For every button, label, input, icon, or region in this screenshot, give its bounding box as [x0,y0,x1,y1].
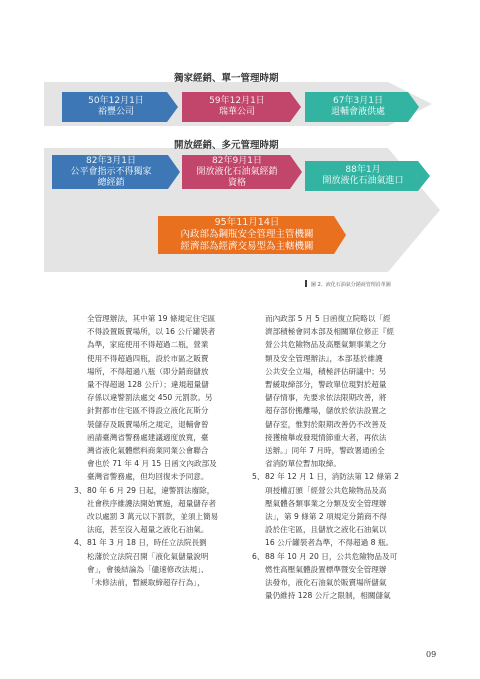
box-text: 資格 [227,177,246,188]
list-number: 5、 [252,472,265,482]
section1-title: 獨家經銷、單一管理時期 [174,73,279,84]
caption-marker [305,280,307,287]
list-number: 4、 [74,538,87,548]
text-line: 營公共危險物品及高壓氣類事業之分 [265,340,387,350]
box-date: 82年9月1日 [212,155,262,166]
text-line: 使用不得超過四瓶，設於市區之販賣 [87,353,209,363]
right-column [252,312,417,602]
text-line: 儲存室，惟對於限期改善仍不改善及 [265,419,387,429]
text-line: 壓氣體各類事業之分類及安全管理辦 [265,498,387,508]
timeline-box-95-11-14 [158,216,336,254]
box-text: 內政部為鋼瓶安全管理主管機關 [180,229,314,240]
text-line: 全管理辦法，其中第 19 條規定住宅區 [87,314,216,323]
section2-box-shapes [0,0,480,300]
text-line: 灣省液化氣體燃料商業同業公會聯合 [87,446,209,456]
text-line: 量仍維持 128 公斤之限制，相關儲氣 [265,591,391,601]
text-line: 81 年 3 月 18 日，時任立法院長劉 [87,538,207,548]
box-date: 95年11月14日 [214,217,280,228]
text-line: 而內政部 5 月 5 日函復立院略以「經 [265,314,391,323]
text-line: 函請臺灣省警務處建議適度放寬，臺 [87,432,209,442]
text-line: 臺灣省警務處，但均回復未予同意。 [87,472,209,482]
text-line: 裝儲存及販賣場所之規定，退輔會曾 [87,419,209,429]
text-line: 法」，第 9 條第 2 項規定分銷商不得 [265,512,387,522]
list-number: 6、 [252,551,265,561]
box-date: 50年12月1日 [88,96,144,106]
text-line: 88 年 10 月 20 日，公共危險物品及可 [265,551,398,561]
text-line: 不得設置販賣場所，以 16 公斤罐裝者 [87,327,216,337]
timeline-box-88-1 [305,161,421,191]
box-date: 82年3月1日 [86,155,136,166]
paragraph-continued [74,312,234,484]
text-line: 量不得超過 128 公斤）；違規超量儲 [87,380,209,390]
text-line: 超存部份搬離場，儲放於依法設置之 [265,406,387,416]
figure-caption: 圖 2、液化石油氣分銷商管理沿革圖 [311,282,391,288]
text-line: 類及安全管理辦法』，本部基於維護 [265,353,383,363]
text-line: 儲存情事，先要求依法限期改善，將 [265,393,387,403]
box-text: 總經銷 [97,177,125,188]
text-line: 燃性高壓氣體設置標準暨安全管理辦 [265,564,387,574]
box-text: 瑞華公司 [218,107,255,117]
box-date: 67年3月1日 [333,96,383,106]
list-number: 3、 [74,485,87,495]
list-item-6 [252,550,417,603]
text-line: 法發布，液化石油氣於販賣場所儲氣 [265,578,387,588]
list-item-5 [252,470,417,549]
box-text: 退輔會液供處 [330,107,385,117]
text-line: 松藩於立法院召開「液化氣儲量說明 [87,551,209,561]
list-item-3 [74,484,234,537]
text-line: 暫緩取締部分，警政單位現對於超量 [265,380,387,390]
text-line: 改以處罰 3 萬元以下罰款，並須上簡易 [87,512,219,522]
text-line: 項授權訂頒「經營公共危險物品及高 [265,485,387,495]
box-text: 經濟部為經濟交易型為主轄機關 [180,241,314,252]
text-line: 存係以違警罰法處交 450 元罰款。另 [87,393,213,403]
text-line: 接獲檢舉或發現情節重大者，再依法 [265,432,387,442]
text-line: 設於住宅區，且儲放之液化石油氣以 [265,525,387,535]
timeline-box-82-9-1 [182,155,292,189]
section2-title: 開放經銷、多元管理時期 [174,140,279,151]
text-line: 針對都市住宅區不得設立液化瓦斯分 [87,406,209,416]
timeline-box-82-3-1 [52,155,170,189]
timeline-figure [0,0,480,300]
text-line: 會也於 71 年 4 月 15 日函文內政部及 [87,459,217,469]
text-line: 送辦。」同年 7 月時，警政署通函全 [265,446,385,456]
text-line: 「未修法前，暫緩取締超存行為」， [87,578,205,588]
text-line: 會」，會後結論為「儘速修改法規」、 [87,564,209,574]
text-line: 法庭，甚至沒入超量之液化石油氣。 [87,525,209,535]
list-item-4 [74,536,234,589]
text-line: 場所，不得超過八瓶（即分銷商儲放 [87,366,209,376]
text-line: 82 年 12 月 1 日，消防法第 12 條第 2 [265,472,399,482]
box-text: 公平會指示不得獨家 [70,166,152,177]
text-line: 濟部積極會同本部及相關單位修正『經 [265,327,395,337]
text-line: 為準，家庭使用不得超過二瓶，營業 [87,340,209,350]
text-line: 省消防單位暫加取締。 [265,459,341,469]
box-date: 88年1月 [345,165,381,175]
left-column [74,312,234,589]
box-date: 59年12月1日 [209,96,265,106]
text-line: 80 年 6 月 29 日起，違警罰法廢除， [87,485,215,495]
box-text: 裕豐公司 [97,107,134,117]
text-line: 社會秩序維護法開始實施，超量儲存者 [87,498,217,508]
page-number: 09 [426,650,437,659]
paragraph-continued [252,312,417,470]
text-line: 16 公斤罐裝者為準，不得超過 8 瓶。 [265,538,394,548]
text-line: 公共安全立場，積極評估研議中；另 [265,366,387,376]
box-text: 開放液化石油氣經銷 [196,166,278,177]
box-text: 開放液化石油氣進口 [322,176,404,186]
